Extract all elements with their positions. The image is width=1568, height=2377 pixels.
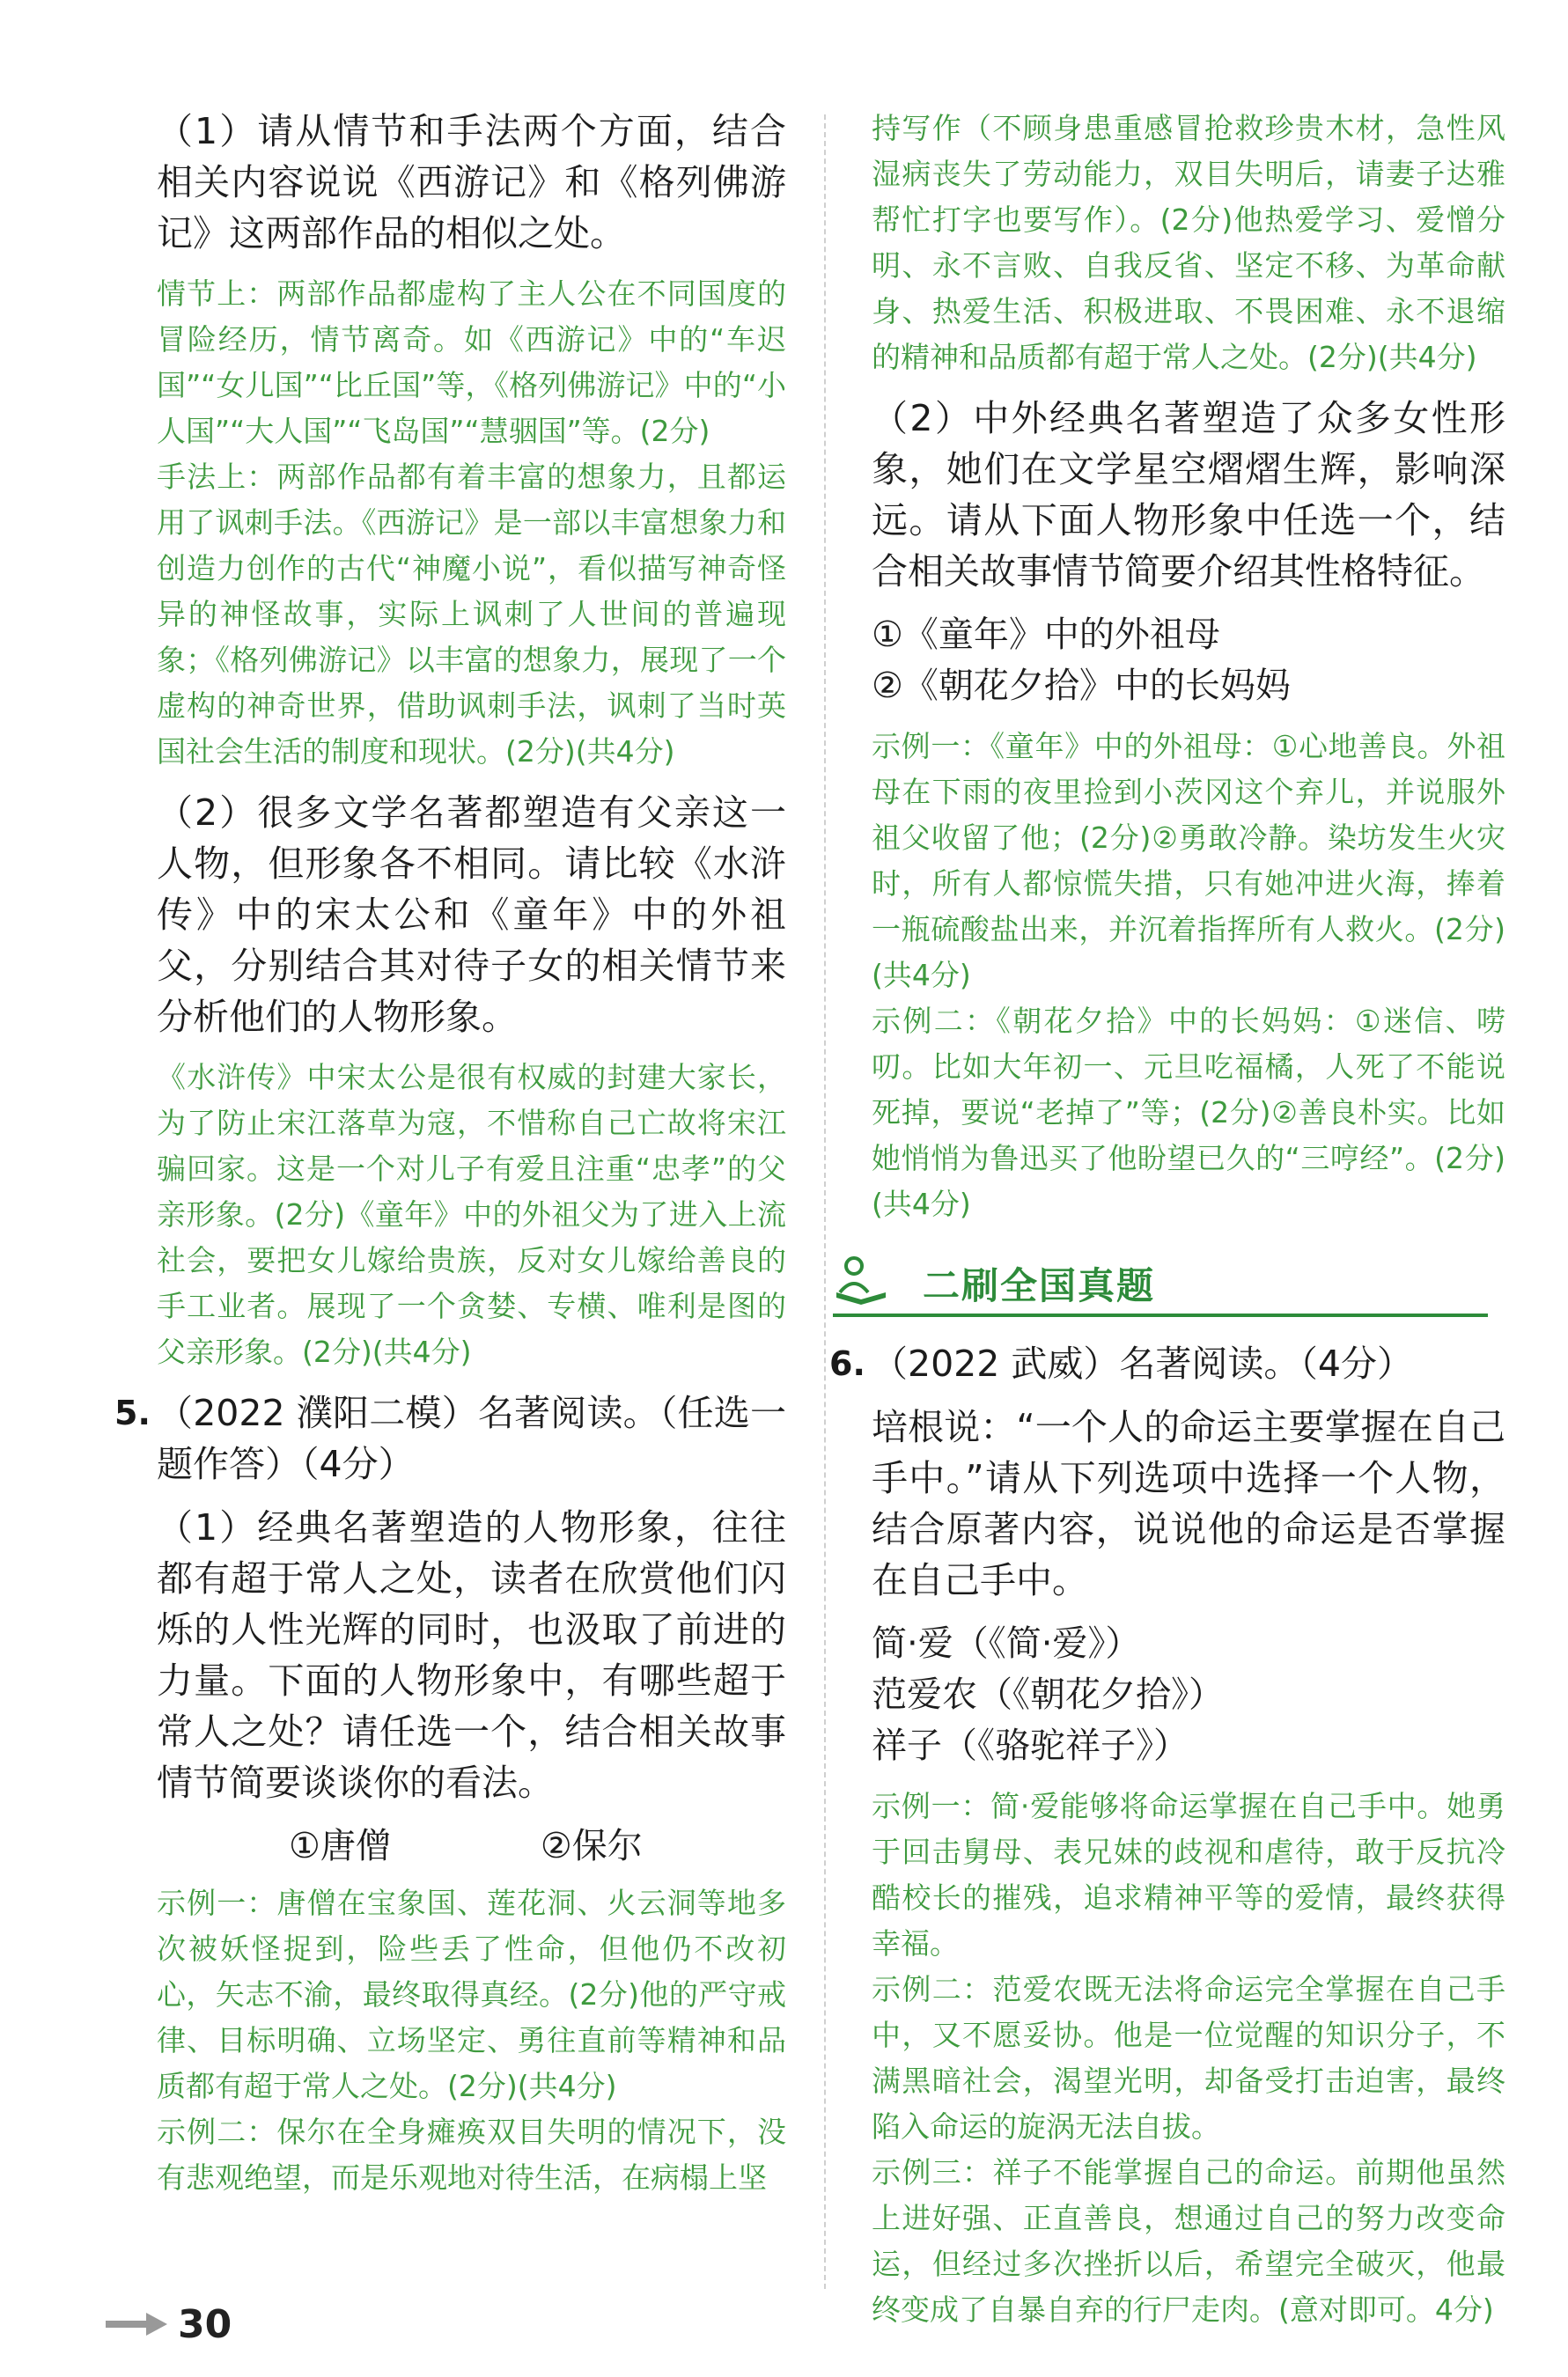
answer-5-2-example-2: 示例二：《朝花夕拾》中的长妈妈：①迷信、唠叨。比如大年初一、元旦吃福橘，人死了不能说死掉，要说“老掉了”等；(2分)②善良朴实。比如她悄悄为鲁迅买了他盼望已久的“三哼经”。(2分)(共4分)	[872, 1004, 1505, 1221]
answer-5-1-example-1: 示例一：唐僧在宝象国、莲花洞、火云洞等地多次被妖怪捉到，险些丢了性命，但他仍不改初心，矢志不渝，最终取得真经。(2分)他的严守戒律、目标明确、立场坚定、勇往直前等精神和品质都有超于常人之处。(2分)(共4分)	[157, 1886, 786, 2103]
reading-person-icon	[833, 1254, 889, 1310]
question-5-1-options	[157, 1821, 786, 1872]
answer-5-2	[872, 724, 1505, 1227]
answer-5-1-continued	[872, 106, 1505, 380]
answer-6-example-1: 示例一：简·爱能够将命运掌握在自己手中。她勇于回击舅母、表兄妹的歧视和虐待，敢于反抗冷酷校长的摧残，追求精神平等的爱情，最终获得幸福。	[872, 1789, 1505, 1961]
answer-4-2	[157, 1055, 786, 1375]
option-baoer: ②保尔	[540, 1826, 643, 1866]
answer-5-2-example-1: 示例一：《童年》中的外祖母：①心地善良。外祖母在下雨的夜里捡到小茨冈这个弃儿，并说服外祖父收留了他；(2分)②勇敢冷静。染坊发生火灾时，所有人都惊慌失措，只有她冲进火海，捧着一瓶硫酸盐出来，并沉着指挥所有人救火。(2分)(共4分)	[872, 729, 1505, 992]
question-5-number: 5.	[114, 1394, 151, 1432]
section-rule	[833, 1314, 1488, 1317]
section-header	[872, 1245, 1505, 1326]
answer-4-1-plot: 情节上：两部作品都虚构了主人公在不同国度的冒险经历，情节离奇。如《西游记》中的“车迟国”“女儿国”“比丘国”等，《格列佛游记》中的“小人国”“大人国”“飞岛国”“慧骃国”等。(2分)	[157, 276, 786, 448]
left-column	[114, 106, 786, 2213]
question-6-heading: （2022 武威）名著阅读。（4分）	[872, 1343, 1413, 1385]
option-fan-ainong: 范爱农（《朝花夕拾》）	[872, 1674, 1224, 1715]
question-5-heading: （2022 濮阳二模）名著阅读。（任选一题作答）（4分）	[157, 1392, 786, 1485]
question-5-1: （1）经典名著塑造的人物形象，往往都有超于常人之处，读者在欣赏他们闪烁的人性光辉的同时，也汲取了前进的力量。下面的人物形象中，有哪些超于常人之处？请任选一个，结合相关故事情节简要谈谈你的看法。	[157, 1506, 786, 1804]
page-number: 30	[178, 2301, 232, 2347]
answer-5-1-continued-text: 持写作（不顾身患重感冒抢救珍贵木材，急性风湿病丧失了劳动能力，双目失明后，请妻子达雅帮忙打字也要写作）。(2分)他热爱学习、爱憎分明、永不言败、自我反省、坚定不移、为革命献身、热爱生活、积极进取、不畏困难、永不退缩的精神和品质都有超于常人之处。(2分)(共4分)	[872, 111, 1505, 374]
arrow-icon	[106, 2311, 167, 2337]
question-4-1: （1）请从情节和手法两个方面，结合相关内容说说《西游记》和《格列佛游记》这两部作品的相似之处。	[157, 110, 786, 254]
answer-5-1	[157, 1880, 786, 2201]
answer-6-example-3: 示例三：祥子不能掌握自己的命运。前期他虽然上进好强、正直善良，想通过自己的努力改变命运，但经过多次挫折以后，希望完全破灭，他最终变成了自暴自弃的行尸走肉。(意对即可。4分)	[872, 2155, 1505, 2327]
option-jane-eyre: 简·爱（《简·爱》）	[872, 1623, 1141, 1664]
answer-5-1-example-2: 示例二：保尔在全身瘫痪双目失明的情况下，没有悲观绝望，而是乐观地对待生活，在病榻上坚	[157, 2115, 786, 2195]
option-xiangzi: 祥子（《骆驼祥子》）	[872, 1726, 1189, 1766]
answer-4-1	[157, 271, 786, 775]
right-column	[829, 106, 1505, 2345]
answer-6-example-2: 示例二：范爱农既无法将命运完全掌握在自己手中，又不愿妥协。他是一位觉醒的知识分子，不满黑暗社会，渴望光明，却备受打击迫害，最终陷入命运的旋涡无法自拔。	[872, 1972, 1505, 2144]
section-title: 二刷全国真题	[923, 1264, 1156, 1307]
answer-6	[872, 1784, 1505, 2333]
question-6	[829, 1338, 1505, 1389]
answer-4-1-technique: 手法上：两部作品都有着丰富的想象力，且都运用了讽刺手法。《西游记》是一部以丰富想象力和创造力创作的古代“神魔小说”，看似描写神奇怪异的神怪故事，实际上讽刺了人世间的普遍现象；《格列佛游记》以丰富的想象力，展现了一个虚构的神奇世界，借助讽刺手法，讽刺了当时英国社会生活的制度和现状。(2分)(共4分)	[157, 460, 786, 769]
question-5-2: （2）中外经典名著塑造了众多女性形象，她们在文学星空熠熠生辉，影响深远。请从下面人物形象中任选一个，结合相关故事情节简要介绍其性格特征。	[872, 397, 1505, 592]
column-divider	[824, 114, 826, 2289]
option-changmama: ②《朝花夕拾》中的长妈妈	[872, 666, 1291, 706]
question-5	[114, 1387, 786, 1490]
option-grandmother: ①《童年》中的外祖母	[872, 614, 1220, 655]
option-tangseng: ①唐僧	[289, 1826, 391, 1866]
question-6-number: 6.	[829, 1344, 865, 1383]
question-6-text: 培根说：“一个人的命运主要掌握在自己手中。”请从下列选项中选择一个人物，结合原著内容，说说他的命运是否掌握在自己手中。	[872, 1406, 1505, 1601]
question-4-2: （2）很多文学名著都塑造有父亲这一人物，但形象各不相同。请比较《水浒传》中的宋太公和《童年》中的外祖父，分别结合其对待子女的相关情节来分析他们的人物形象。	[157, 791, 786, 1038]
answer-4-2-text: 《水浒传》中宋太公是很有权威的封建大家长，为了防止宋江落草为寇，不惜称自己亡故将宋江骗回家。这是一个对儿子有爱且注重“忠孝”的父亲形象。(2分)《童年》中的外祖父为了进入上流社会，要把女儿嫁给贵族，反对女儿嫁给善良的手工业者。展现了一个贪婪、专横、唯利是图的父亲形象。(2分)(共4分)	[157, 1060, 786, 1369]
page-footer	[106, 2302, 232, 2346]
